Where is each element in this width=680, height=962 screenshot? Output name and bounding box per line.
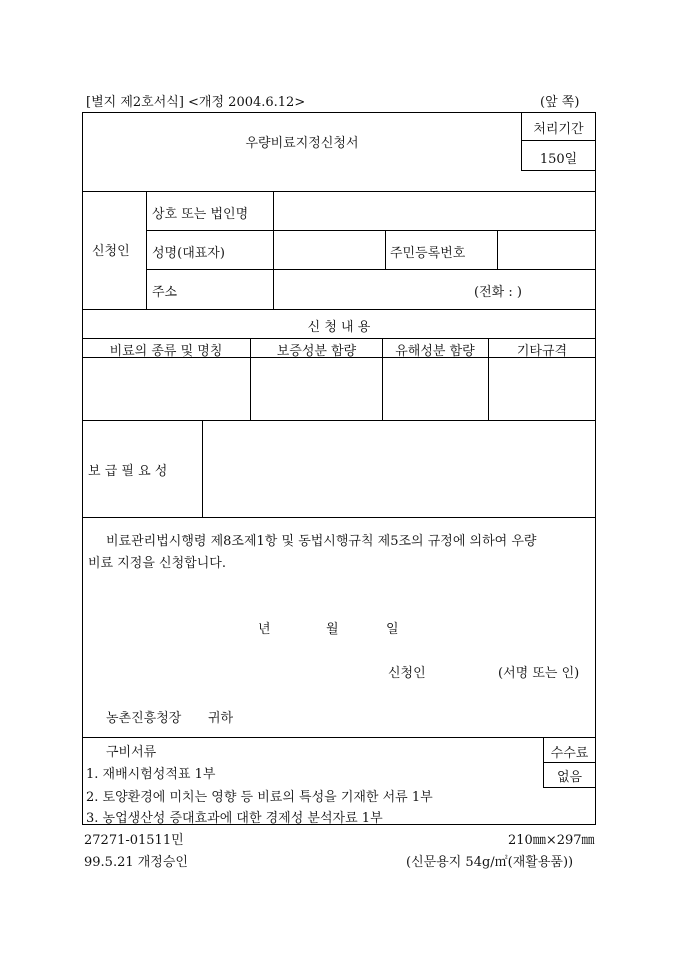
fertilizer-type-column-header: 비료의 종류 및 명칭 bbox=[109, 344, 223, 359]
paper-size: 210㎜×297㎜ bbox=[508, 833, 595, 848]
signature-applicant-label: 신청인 bbox=[388, 666, 426, 681]
statement-line-2: 비료 지정을 신청합니다. bbox=[88, 556, 226, 571]
date-day: 일 bbox=[386, 622, 399, 637]
recipient-name: 농촌진흥청장 bbox=[106, 711, 182, 726]
harmful-content-cell[interactable] bbox=[384, 359, 486, 418]
address-label: 주소 bbox=[152, 285, 178, 300]
applicant-label: 신청인 bbox=[92, 244, 130, 259]
page-side-label: (앞 쪽) bbox=[540, 95, 580, 110]
guaranteed-content-cell[interactable] bbox=[252, 359, 380, 418]
recipient-honorific: 귀하 bbox=[208, 711, 234, 726]
date-year: 년 bbox=[258, 622, 271, 637]
date-month: 월 bbox=[326, 622, 339, 637]
paper-spec: (신문용지 54g/㎡(재활용품)) bbox=[406, 855, 574, 870]
fee-value: 없음 bbox=[556, 770, 583, 785]
processing-period-label: 처리기간 bbox=[533, 122, 584, 137]
required-document-item: 1. 재배시험성적표 1부 bbox=[86, 767, 216, 782]
required-document-item: 3. 농업생산성 증대효과에 대한 경제성 분석자료 1부 bbox=[86, 811, 383, 826]
necessity-field[interactable] bbox=[204, 422, 594, 515]
form-code: 27271-01511민 bbox=[84, 833, 184, 848]
statement-line-1: 비료관리법시행령 제8조제1항 및 동법시행규칙 제5조의 규정에 의하여 우량 bbox=[106, 534, 537, 549]
fee-label: 수수료 bbox=[550, 746, 589, 761]
application-content-heading: 신 청 내 용 bbox=[307, 320, 371, 335]
other-specs-cell[interactable] bbox=[490, 359, 594, 418]
form-number: [별지 제2호서식] <개정 2004.6.12> bbox=[86, 95, 306, 110]
required-documents-heading: 구비서류 bbox=[106, 745, 157, 760]
resident-number-label: 주민등록번호 bbox=[390, 246, 466, 261]
phone-label: (전화 : ) bbox=[474, 285, 522, 300]
processing-period-value: 150일 bbox=[539, 152, 578, 167]
harmful-content-column-header: 유해성분 함량 bbox=[395, 344, 475, 359]
required-document-item: 2. 토양환경에 미치는 영향 등 비료의 특성을 기재한 서류 1부 bbox=[86, 790, 433, 805]
representative-name-label: 성명(대표자) bbox=[152, 246, 225, 261]
fertilizer-type-cell[interactable] bbox=[84, 359, 248, 418]
form-title: 우량비료지정신청서 bbox=[245, 136, 359, 151]
necessity-label: 보 급 필 요 성 bbox=[88, 464, 168, 479]
signature-note: (서명 또는 인) bbox=[498, 666, 580, 681]
company-name-label: 상호 또는 법인명 bbox=[152, 207, 249, 222]
approval-date: 99.5.21 개정승인 bbox=[84, 855, 188, 870]
guaranteed-content-column-header: 보증성분 함량 bbox=[276, 344, 357, 359]
other-specs-column-header: 기타규격 bbox=[516, 344, 568, 359]
